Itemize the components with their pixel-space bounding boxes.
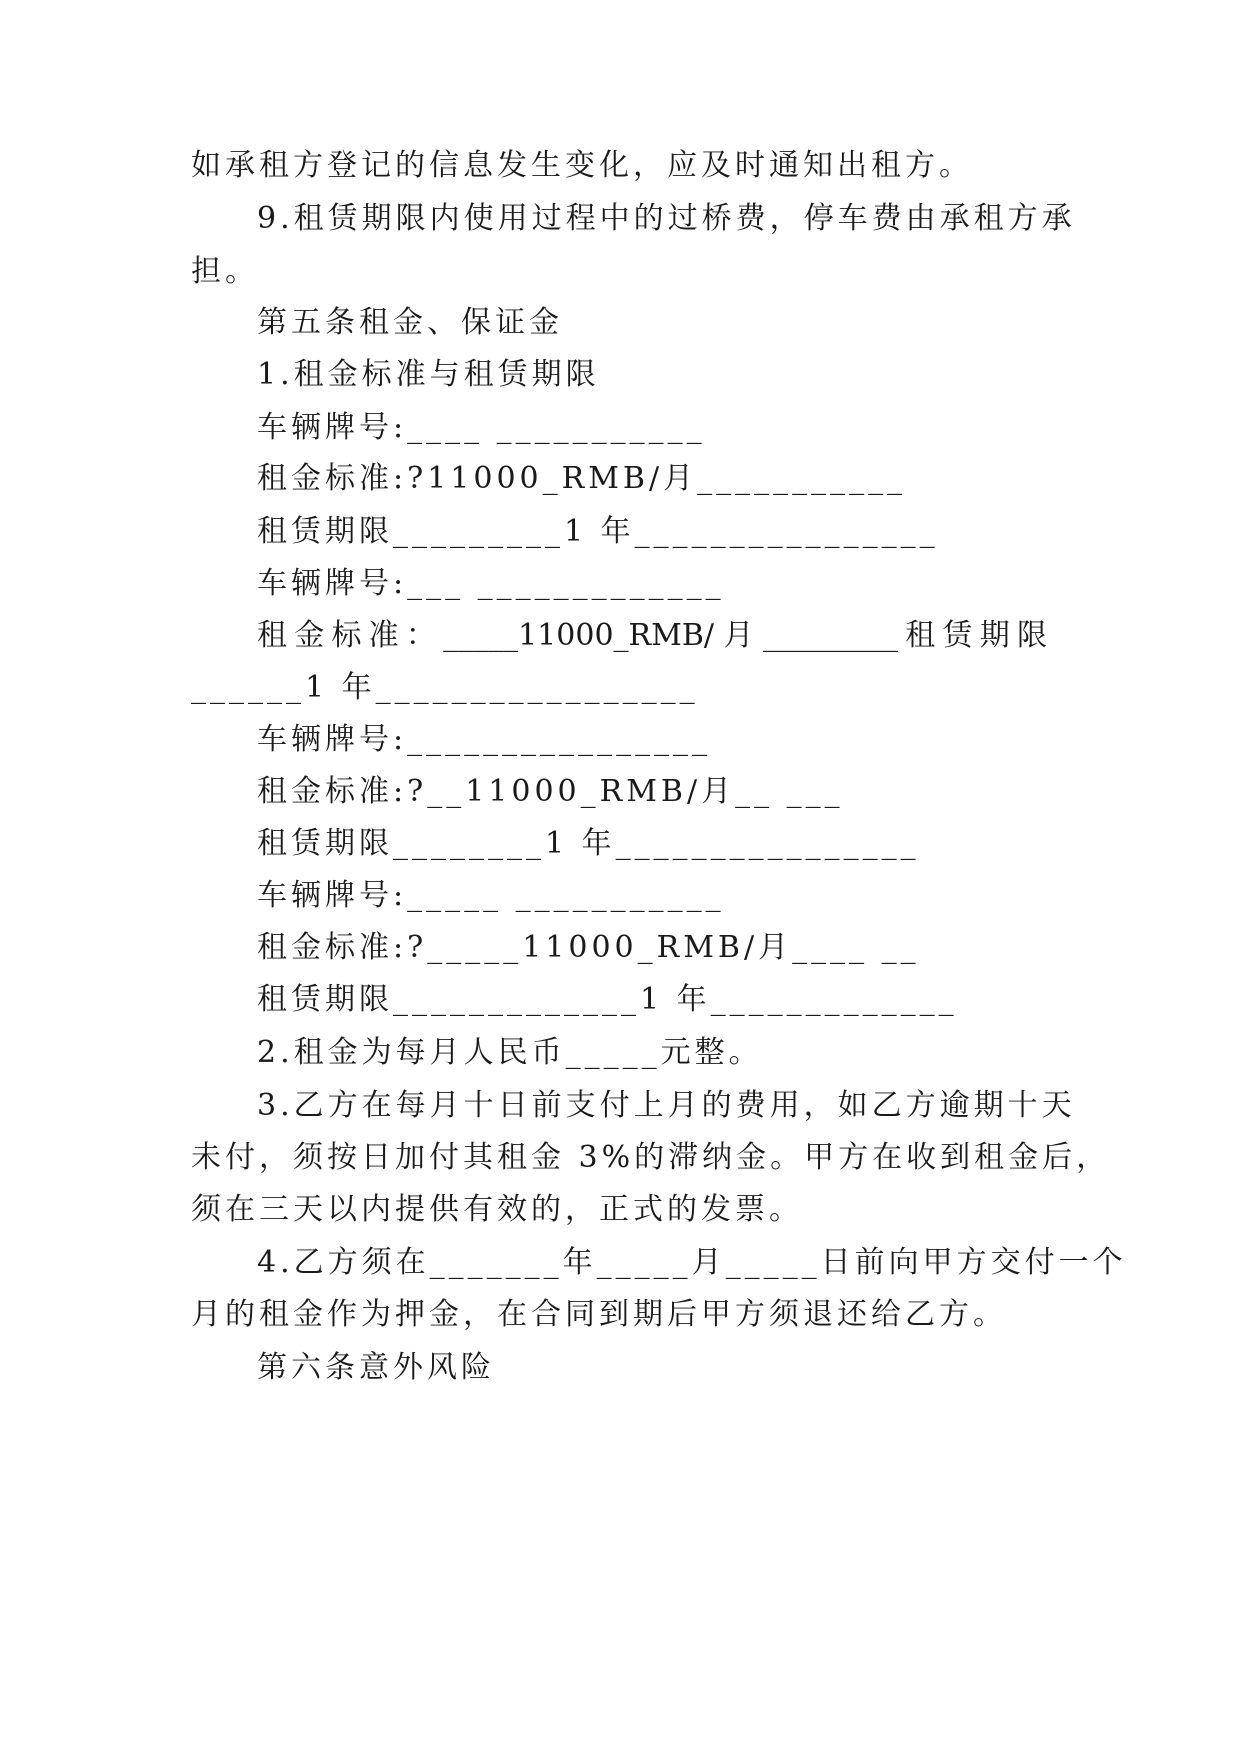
- rent-standard-line: 租金标准:?11000_RMB/月___________: [257, 461, 907, 496]
- plate-number-line: 车辆牌号:________________: [257, 722, 712, 757]
- lease-term-continuation: ______1 年_________________: [191, 670, 699, 705]
- section-heading-5: 第五条租金、保证金: [257, 305, 563, 340]
- section-heading-6: 第六条意外风险: [257, 1350, 495, 1385]
- lease-term-line: 租赁期限_____________1 年_____________: [257, 982, 958, 1017]
- paragraph-line: 担。: [191, 254, 259, 289]
- rent-standard-line: 租金标准:?_____11000_RMB/月____ __: [257, 930, 920, 965]
- tail-char: 期: [979, 618, 1010, 653]
- plate-number-line: 车辆牌号:_____ ___________: [257, 878, 725, 913]
- clause-4-line: 4.乙方须在_______年_____月_____日前向甲方交付一个: [257, 1245, 1127, 1280]
- plate-number-line: 车辆牌号:____ ___________: [257, 410, 706, 445]
- tail-char: 租: [905, 618, 936, 653]
- paragraph-line: 月的租金作为押金，在合同到期后甲方须退还给乙方。: [191, 1297, 1007, 1332]
- rent-standard-line: 租金标准:?__11000_RMB/月__ ___: [257, 774, 844, 809]
- label-char: 标: [331, 618, 362, 653]
- lease-term-line: 租赁期限_________1 年________________: [257, 514, 939, 549]
- clause-2-line: 2.租金为每月人民币_____元整。: [257, 1035, 763, 1070]
- paragraph-line: 未付，须按日加付其租金 3%的滞纳金。甲方在收到租金后，: [191, 1140, 1111, 1175]
- label-char: ：: [405, 618, 436, 653]
- rent-standard-justified-line: [257, 618, 1047, 654]
- lease-term-line: 租赁期限________1 年________________: [257, 826, 920, 861]
- tail-char: 限: [1016, 618, 1047, 653]
- clause-9-line: 9.租赁期限内使用过程中的过桥费，停车费由承租方承: [257, 201, 1076, 236]
- paragraph-line: 如承租方登记的信息发生变化，应及时通知出租方。: [191, 148, 973, 183]
- plate-number-line: 车辆牌号:___ _____________: [257, 566, 725, 601]
- label-char: 金: [294, 618, 325, 653]
- rent-value: _____11000_RMB/ 月 _________: [443, 618, 899, 653]
- label-char: 租: [257, 618, 287, 653]
- tail-char: 赁: [942, 618, 973, 653]
- label-char: 准: [368, 618, 399, 653]
- paragraph-line: 须在三天以内提供有效的，正式的发票。: [191, 1192, 803, 1227]
- clause-3-line: 3.乙方在每月十日前支付上月的费用，如乙方逾期十天: [257, 1088, 1076, 1123]
- subsection-heading: 1.租金标准与租赁期限: [257, 357, 600, 392]
